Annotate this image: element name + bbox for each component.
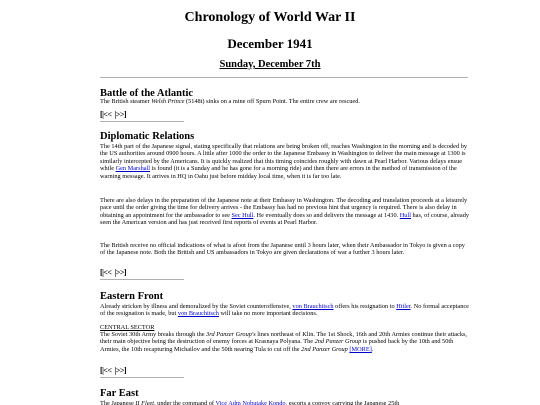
divider: [100, 279, 184, 280]
text-segment: .: [371, 345, 374, 353]
text-segment: will take no more important decisions.: [218, 310, 318, 318]
text-segment: There are also delays in the preparation of the Japanese note at their Embassy in Washington. The decoding and translation proceeds at a leisurely pace until the order giving the time for delivery arrives - the Embassy has had no previous hint that urgency is required. There is also delay in obtaining an appointment for the ambassador to see: [100, 197, 468, 219]
text-segment: The 14th part of the Japanese signal, stating specifically that relations are being broken off, reaches Washington in the morning and is decoded by the US authorities around 0900 hours. A little after 1000 the order to the Japanese Embassy in Washington to deliver the main message at 1300 is similarly intercepted by the Americans. It is quickly realized that this timing coincides roughly with dawn at Pearl Harbor. Various delays ensue while: [100, 143, 467, 173]
next-link[interactable]: |>>]: [114, 366, 127, 375]
link-von-brauchitsch[interactable]: von Brauchitsch: [292, 303, 334, 310]
link-sec-hull[interactable]: Sec Hull: [231, 211, 254, 219]
section-title-atlantic: Battle of the Atlantic: [100, 88, 194, 99]
section-text-diplomatic-3: The British receive no official indications of what is afoot from the Japanese until 3 hours later, when their Ambassador in Tokyo is given a copy of the Japanese note. Both the British and US ambassadors in Tokyo are given declarations of war a further 3 hours later.: [100, 242, 465, 257]
nav-arrows: [100, 268, 129, 277]
nav-arrows: [100, 366, 129, 375]
section-text-diplomatic-2: [100, 197, 470, 227]
page-title: Chronology of World War II: [184, 10, 356, 25]
text-segment: . He eventually does so and delivers the message at 1430.: [253, 211, 400, 219]
prev-link[interactable]: [|<<: [100, 366, 112, 375]
text-segment: , under the command of: [154, 400, 216, 405]
section-title-fareast: Far East: [100, 388, 139, 399]
text-segment: (5148t) sinks on a mine off Spurn Point. The entire crew are rescued.: [184, 98, 360, 105]
section-text-atlantic: [100, 98, 470, 105]
section-text-fareast: [100, 400, 470, 405]
text-segment: . No formal acceptance of the resignation is made, but: [100, 303, 469, 318]
text-segment: has, of course, already seen the American version and has just received first reports of events at Pearl Harbor.: [100, 211, 469, 227]
text-segment: The British steamer: [100, 98, 152, 105]
link-gen-marshall[interactable]: Gen Marshall: [115, 165, 151, 173]
section-text-eastern-2: [100, 331, 470, 353]
text-segment: The Soviet 30th Army breaks through the: [100, 331, 207, 338]
section-title-eastern: Eastern Front: [100, 291, 164, 302]
ship-name: Welsh Prince: [151, 98, 185, 105]
prev-link[interactable]: [|<<: [100, 110, 112, 119]
text-segment: lines northeast of Klin. The 1st Shock, 16th and 20th Armies continue their attacks, their main objective being the destruction of enemy forces at Krasnaya Polyana. The: [100, 331, 467, 346]
unit-name: II Fleet: [135, 400, 155, 405]
text-segment: offers his resignation to: [333, 303, 397, 310]
next-link[interactable]: |>>]: [114, 268, 127, 277]
day-heading: Sunday, December 7th: [219, 59, 321, 70]
divider: [100, 121, 184, 122]
unit-name: 2nd Panzer Group: [301, 345, 348, 353]
text-segment: Already stricken by illness and demoralized by the Soviet counteroffensive,: [100, 303, 293, 310]
text-segment: is pushed back by the 10th and 50th Armies, the 10th recapturing Michailov and the 50th nearing Tula to cut off the: [100, 338, 454, 353]
section-text-diplomatic-1: [100, 143, 470, 180]
divider: [100, 377, 184, 378]
link-kondo[interactable]: Vice Adm Nobutake Kondo: [215, 400, 286, 405]
nav-arrows: [100, 110, 129, 119]
prev-link[interactable]: [|<<: [100, 268, 112, 277]
unit-name: 2nd Panzer Group: [314, 338, 362, 346]
divider: [100, 77, 468, 78]
subheading-central-sector: CENTRAL SECTOR: [100, 324, 155, 331]
section-title-diplomatic: Diplomatic Relations: [100, 131, 195, 142]
link-von-brauchitsch[interactable]: von Brauchitsch: [177, 310, 219, 318]
text-segment: , escorts a convoy carrying the Japanese 25th: [285, 400, 400, 405]
link-hull[interactable]: Hull: [399, 211, 411, 219]
link-hitler[interactable]: Hitler: [396, 303, 411, 310]
month-heading: December 1941: [227, 36, 313, 51]
next-link[interactable]: |>>]: [114, 110, 127, 119]
text-segment: is found (it is a Sunday and he has gone for a morning ride) and then there are errors in the method of transmission of the warning message. It arrives in HQ in Oahu just before midday local time, when it is far too late.: [100, 165, 457, 180]
text-segment: The Japanese: [100, 400, 136, 405]
more-link[interactable]: [MORE]: [349, 345, 372, 353]
unit-name: 3rd Panzer Group's: [206, 331, 256, 338]
section-text-eastern-1: [100, 303, 470, 318]
